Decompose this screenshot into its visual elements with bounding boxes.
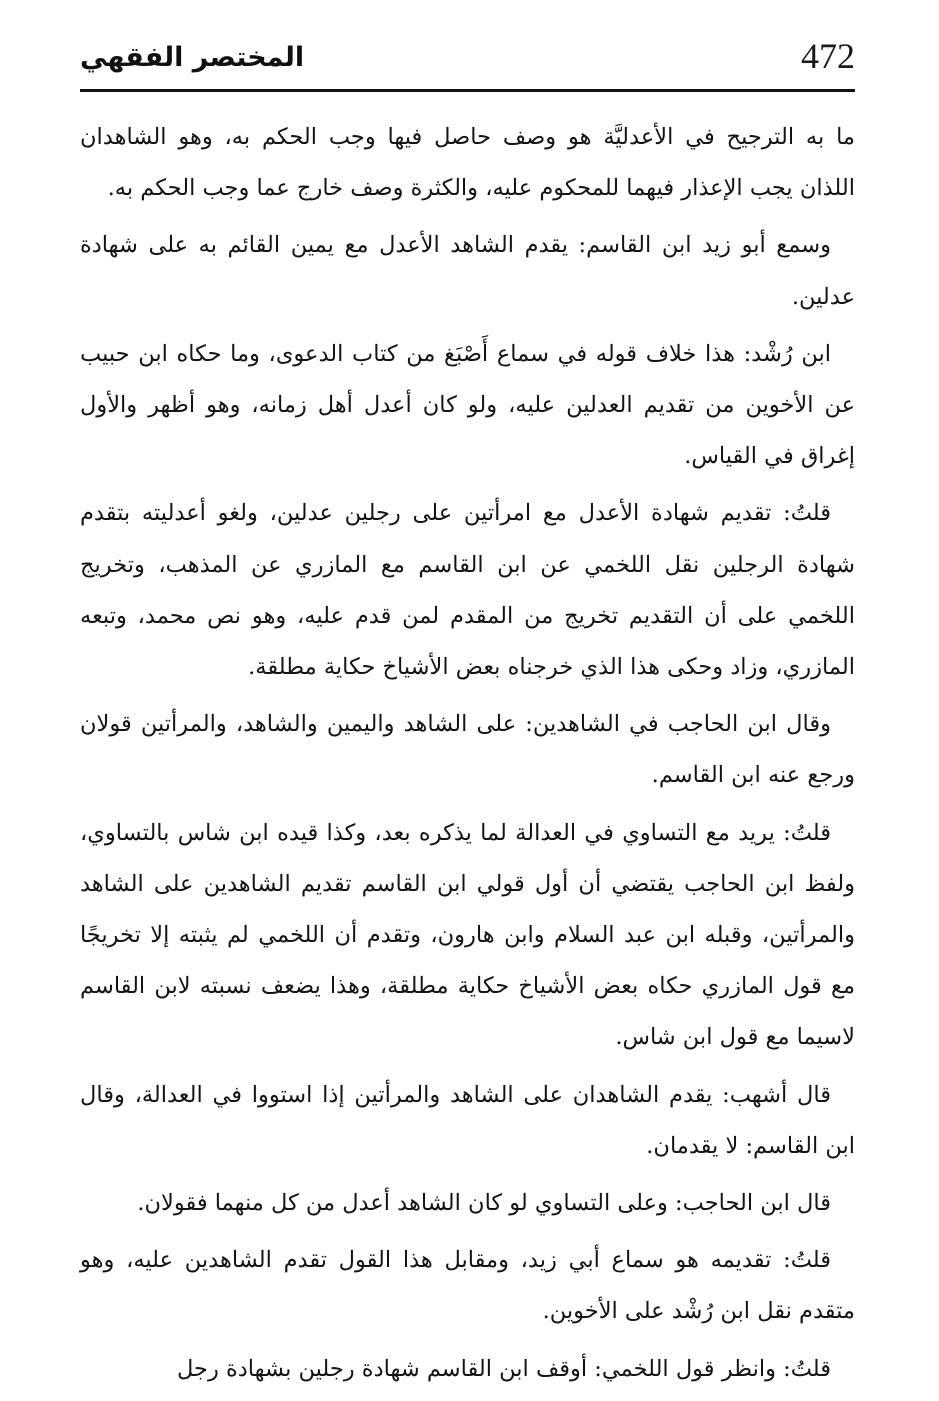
body-text <box>80 112 855 1401</box>
paragraph: وسمع أبو زيد ابن القاسم: يقدم الشاهد الأعدل مع يمين القائم به على شهادة عدلين. <box>80 232 855 310</box>
header-rule <box>80 89 855 92</box>
page-number: 472 <box>801 36 855 76</box>
running-title: المختصر الفقهي <box>80 42 305 73</box>
paragraph: قلتُ: تقديم شهادة الأعدل مع امرأتين على رجلين عدلين، ولغو أعدليته بتقدم شهادة الرجلين نقل اللخمي عن ابن القاسم مع المازري عن المذهب، وتخريج اللخمي على أن التقديم تخريج من المقدم لمن قدم عليه، وهو نص محمد، وتبعه المازري، وزاد وحكى هذا الذي خرجناه بعض الأشياخ حكاية مطلقة. <box>80 500 855 681</box>
paragraph: قلتُ: يريد مع التساوي في العدالة لما يذكره بعد، وكذا قيده ابن شاس بالتساوي، ولفظ ابن الحاجب يقتضي أن أول قولي ابن القاسم تقديم الشاهدين على الشاهد والمرأتين، وقبله ابن عبد السلام وابن هارون، وتقدم أن اللخمي لم يثبته إلا تخريجًا مع قول المازري حكاه بعض الأشياخ حكاية مطلقة، وهذا يضعف نسبته لابن القاسم لاسيما مع قول ابن شاس. <box>80 819 855 1051</box>
page-header <box>80 34 855 92</box>
paragraph: قلتُ: تقديمه هو سماع أبي زيد، ومقابل هذا القول تقدم الشاهدين عليه، وهو متقدم نقل ابن رُشْد على الأخوين. <box>80 1247 855 1325</box>
paragraph: قلتُ: وانظر قول اللخمي: أوقف ابن القاسم شهادة رجلين بشهادة رجل <box>177 1355 831 1382</box>
paragraph: وقال ابن الحاجب في الشاهدين: على الشاهد واليمين والشاهد، والمرأتين قولان ورجع عنه ابن القاسم. <box>80 711 855 789</box>
paragraph: ما به الترجيح في الأعدليَّة هو وصف حاصل فيها وجب الحكم به، وهو الشاهدان اللذان يجب الإعذار فيهما للمحكوم عليه، والكثرة وصف خارج عما وجب الحكم به. <box>80 124 855 202</box>
paragraph: قال ابن الحاجب: وعلى التساوي لو كان الشاهد أعدل من كل منهما فقولان. <box>137 1190 831 1217</box>
paragraph: ابن رُشْد: هذا خلاف قوله في سماع أَصْبَغ من كتاب الدعوى، وما حكاه ابن حبيب عن الأخوين من تقديم العدلين عليه، ولو كان أعدل أهل زمانه، وهو أظهر والأول إغراق في القياس. <box>80 340 855 470</box>
paragraph: قال أشهب: يقدم الشاهدان على الشاهد والمرأتين إذا استووا في العدالة، وقال ابن القاسم: لا يقدمان. <box>80 1081 855 1159</box>
